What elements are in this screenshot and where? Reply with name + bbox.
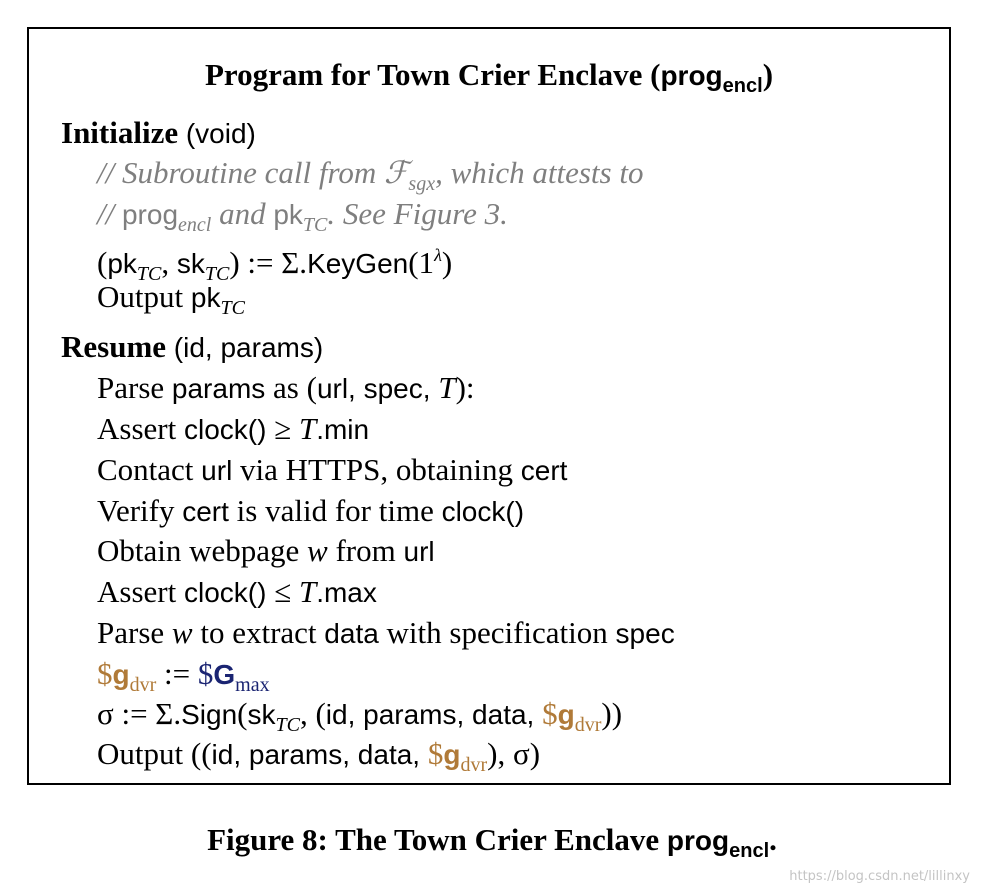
title-close: ) xyxy=(762,57,774,92)
l10-word: Output xyxy=(97,736,191,771)
program-box xyxy=(27,27,951,785)
comment-1-text: // Subroutine call from ℱ xyxy=(97,155,409,190)
l9-args: id, params, data, xyxy=(325,699,543,730)
resume-header xyxy=(61,327,323,367)
comment-2-pk-sub: TC xyxy=(302,214,328,236)
l6-a: Assert xyxy=(97,574,184,609)
l4-clock: clock() xyxy=(441,496,525,527)
l10-dollar: $ xyxy=(427,736,444,771)
l7-c: to extract xyxy=(192,615,325,650)
l9-mid: , ( xyxy=(299,696,326,731)
l4-a: Verify xyxy=(97,493,183,528)
l10-end: ), σ) xyxy=(487,736,541,771)
l6-max: .max xyxy=(316,577,377,608)
l8-dollar-2: $ xyxy=(197,656,214,691)
keygen-pk-sub: TC xyxy=(136,263,162,285)
l1-f: ): xyxy=(455,370,475,405)
comment-1-tail: , which attests to xyxy=(435,155,644,190)
resume-line-8 xyxy=(97,654,270,694)
l6-T: T xyxy=(298,574,317,609)
keygen-sk-sub: TC xyxy=(204,263,230,285)
l3-a: Contact xyxy=(97,452,202,487)
l3-cert: cert xyxy=(520,455,568,486)
l9-open: ( xyxy=(237,696,248,731)
l1-T: T xyxy=(438,370,456,405)
l8-G-sub: max xyxy=(235,674,270,696)
l6-le: ≤ xyxy=(266,574,299,609)
l5-a: Obtain webpage xyxy=(97,533,308,568)
l1-c: as ( xyxy=(265,370,317,405)
l9-end: )) xyxy=(601,696,623,731)
resume-line-10 xyxy=(97,734,540,774)
keygen-arg: (1 xyxy=(408,245,435,280)
keygen-pk: pk xyxy=(107,248,137,279)
l4-c: is valid for time xyxy=(228,493,442,528)
initialize-param: (void) xyxy=(185,118,256,149)
l1-url-spec: url, spec, xyxy=(316,373,439,404)
comment-2-pk: pk xyxy=(273,199,303,230)
l10-args: id, params, data, xyxy=(211,739,428,770)
keygen-end: ) xyxy=(441,245,453,280)
caption-text: Figure 8: The Town Crier Enclave xyxy=(207,822,667,857)
resume-line-7 xyxy=(97,613,675,653)
l9-g-sub: dvr xyxy=(574,714,602,736)
resume-line-9 xyxy=(97,694,622,734)
keygen-open: ( xyxy=(97,245,108,280)
l10-g: g xyxy=(443,739,461,770)
l8-g: g xyxy=(112,659,130,690)
comment-2-mid: and xyxy=(211,196,274,231)
caption-prog: prog xyxy=(666,825,730,856)
l7-e: with specification xyxy=(378,615,616,650)
initialize-output-line xyxy=(97,277,245,317)
caption-prog-sub: encl xyxy=(729,840,770,862)
l9-sign: Sign xyxy=(181,699,238,730)
title-text: Program for Town Crier Enclave ( xyxy=(204,57,661,92)
resume-line-2 xyxy=(97,409,369,449)
keygen-assign: ) := Σ. xyxy=(229,245,308,280)
l10-g-sub: dvr xyxy=(460,754,488,776)
resume-param: (id, params) xyxy=(173,332,324,363)
l5-c: from xyxy=(327,533,404,568)
watermark: https://blog.csdn.net/lillinxy xyxy=(789,869,970,884)
l9-g: g xyxy=(557,699,575,730)
l9-a: σ := Σ. xyxy=(97,696,182,731)
l2-min: .min xyxy=(316,414,370,445)
l4-cert: cert xyxy=(182,496,229,527)
keygen-fn: KeyGen xyxy=(307,248,409,279)
l9-dollar: $ xyxy=(542,696,558,731)
keygen-sk: sk xyxy=(176,248,205,279)
output-word: Output xyxy=(97,279,191,314)
resume-line-4 xyxy=(97,491,524,531)
figure-caption xyxy=(0,822,984,863)
l8-g-sub: dvr xyxy=(129,674,157,696)
l9-sk-sub: TC xyxy=(275,714,300,736)
initialize-comment-1 xyxy=(97,153,643,193)
keygen-comma: , xyxy=(161,245,177,280)
caption-end: . xyxy=(769,822,777,857)
resume-line-1 xyxy=(97,368,475,408)
output-pk-sub: TC xyxy=(220,297,245,319)
initialize-header xyxy=(61,113,256,153)
title-prog: prog xyxy=(660,60,723,91)
comment-2-prog-sub: encl xyxy=(178,214,212,236)
keygen-line xyxy=(97,235,453,285)
l5-url: url xyxy=(403,536,435,567)
l1-a: Parse xyxy=(97,370,172,405)
l10-open: (( xyxy=(190,736,212,771)
l8-G: G xyxy=(213,659,236,690)
l6-clock: clock() xyxy=(183,577,267,608)
l7-spec: spec xyxy=(615,618,675,649)
comment-2-tail: . See Figure 3. xyxy=(327,196,508,231)
program-title xyxy=(29,57,949,98)
l7-data: data xyxy=(324,618,379,649)
comment-2-prog: prog xyxy=(121,199,179,230)
title-prog-sub: encl xyxy=(722,75,763,97)
resume-line-3 xyxy=(97,450,567,490)
comment-1-sub: sgx xyxy=(408,173,436,195)
l9-sk: sk xyxy=(247,699,276,730)
l3-c: via HTTPS, obtaining xyxy=(232,452,521,487)
l8-assign: := xyxy=(156,656,198,691)
l1-params: params xyxy=(171,373,266,404)
l3-url: url xyxy=(201,455,233,486)
l5-w: w xyxy=(307,533,328,568)
output-pk: pk xyxy=(190,282,221,313)
initialize-comment-2 xyxy=(97,194,508,234)
resume-keyword: Resume xyxy=(61,329,167,364)
l2-T: T xyxy=(298,411,317,446)
l2-a: Assert xyxy=(97,411,184,446)
l7-a: Parse xyxy=(97,615,172,650)
l2-ge: ≥ xyxy=(266,411,299,446)
comment-2-head: // xyxy=(97,196,122,231)
initialize-keyword: Initialize xyxy=(61,115,179,150)
resume-line-6 xyxy=(97,572,377,612)
keygen-sup: λ xyxy=(434,245,442,265)
l2-clock: clock() xyxy=(183,414,267,445)
l7-w: w xyxy=(171,615,193,650)
l8-dollar: $ xyxy=(97,656,113,691)
resume-line-5 xyxy=(97,531,435,571)
